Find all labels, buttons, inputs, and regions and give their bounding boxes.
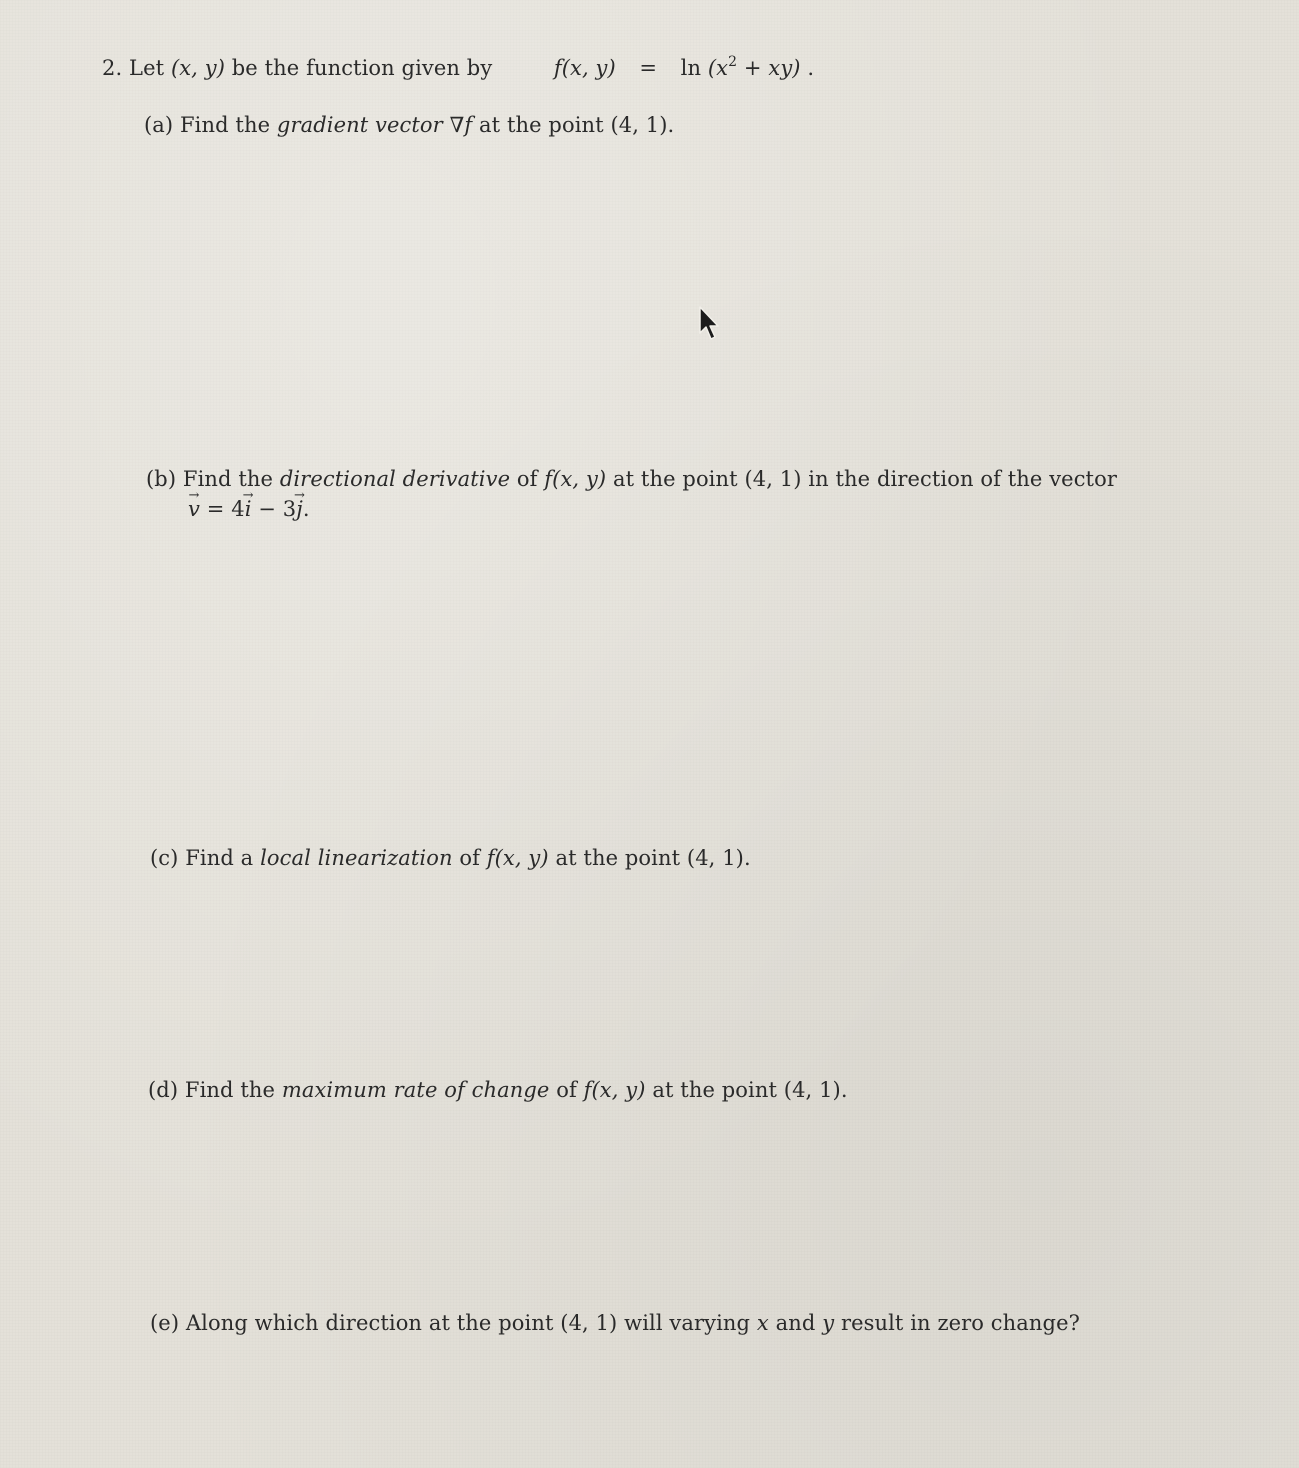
part-e-label: (e) [150,1311,180,1335]
part-b-term: directional derivative [279,467,511,491]
part-a-term: gradient vector [276,113,443,137]
part-a-symbol: ∇f [449,113,473,137]
vector-end: . [302,497,310,521]
part-d-term: maximum rate of change [281,1078,550,1102]
part-e-var-x: x [756,1311,769,1335]
part-c-pre: Find a [185,846,254,870]
function-end: . [807,56,815,80]
vector-v: → v [188,495,200,523]
vector-j: → j [296,495,303,523]
part-a-post: at the point (4, 1). [479,113,675,137]
vector-minus: − 3 [251,497,297,521]
part-c-post: at the point (4, 1). [555,846,751,870]
part-c-term: local linearization [260,846,453,870]
part-e-var-y: y [822,1311,835,1335]
function-ln: ln [680,56,702,80]
intro-let: Let [129,56,165,80]
mouse-pointer-icon [698,305,724,343]
intro-vars: (x, y) [170,56,225,80]
part-c-label: (c) [150,846,179,870]
part-d-post: at the point (4, 1). [652,1078,848,1102]
part-e-pre: Along which direction at the point (4, 1) will varying [185,1311,751,1335]
part-e-and: and [775,1311,816,1335]
part-e-post: result in zero change? [840,1311,1080,1335]
part-a-label: (a) [144,113,174,137]
function-exponent: 2 [728,54,738,70]
part-c-mid: of [459,846,480,870]
part-d-mid: of [556,1078,577,1102]
function-lhs: f(x, y) [553,56,616,80]
function-arg-close: + xy) [737,56,801,80]
intro-rest: be the function given by [231,56,493,80]
part-d-pre: Find the [184,1078,276,1102]
part-c [150,844,751,872]
part-d-func: f(x, y) [583,1078,646,1102]
part-b-pre: Find the [182,467,274,491]
part-d [148,1076,848,1104]
part-b-label: (b) [146,467,177,491]
part-a-pre: Find the [180,113,271,137]
function-equals: = [639,56,658,80]
vector-eq: = 4 [199,497,245,521]
problem-statement [102,54,814,82]
vector-i: → i [245,495,252,523]
part-b-mid: of [516,467,538,491]
function-arg-open: (x [707,56,729,80]
part-a [144,111,674,139]
part-d-label: (d) [148,1078,179,1102]
part-b-post: at the point (4, 1) in the direction of the vector [613,467,1117,491]
problem-number: 2. [102,56,123,80]
part-e [150,1309,1080,1337]
part-b-func: f(x, y) [544,467,607,491]
part-c-func: f(x, y) [486,846,549,870]
part-b [146,465,1117,493]
part-b-vector [188,495,310,523]
